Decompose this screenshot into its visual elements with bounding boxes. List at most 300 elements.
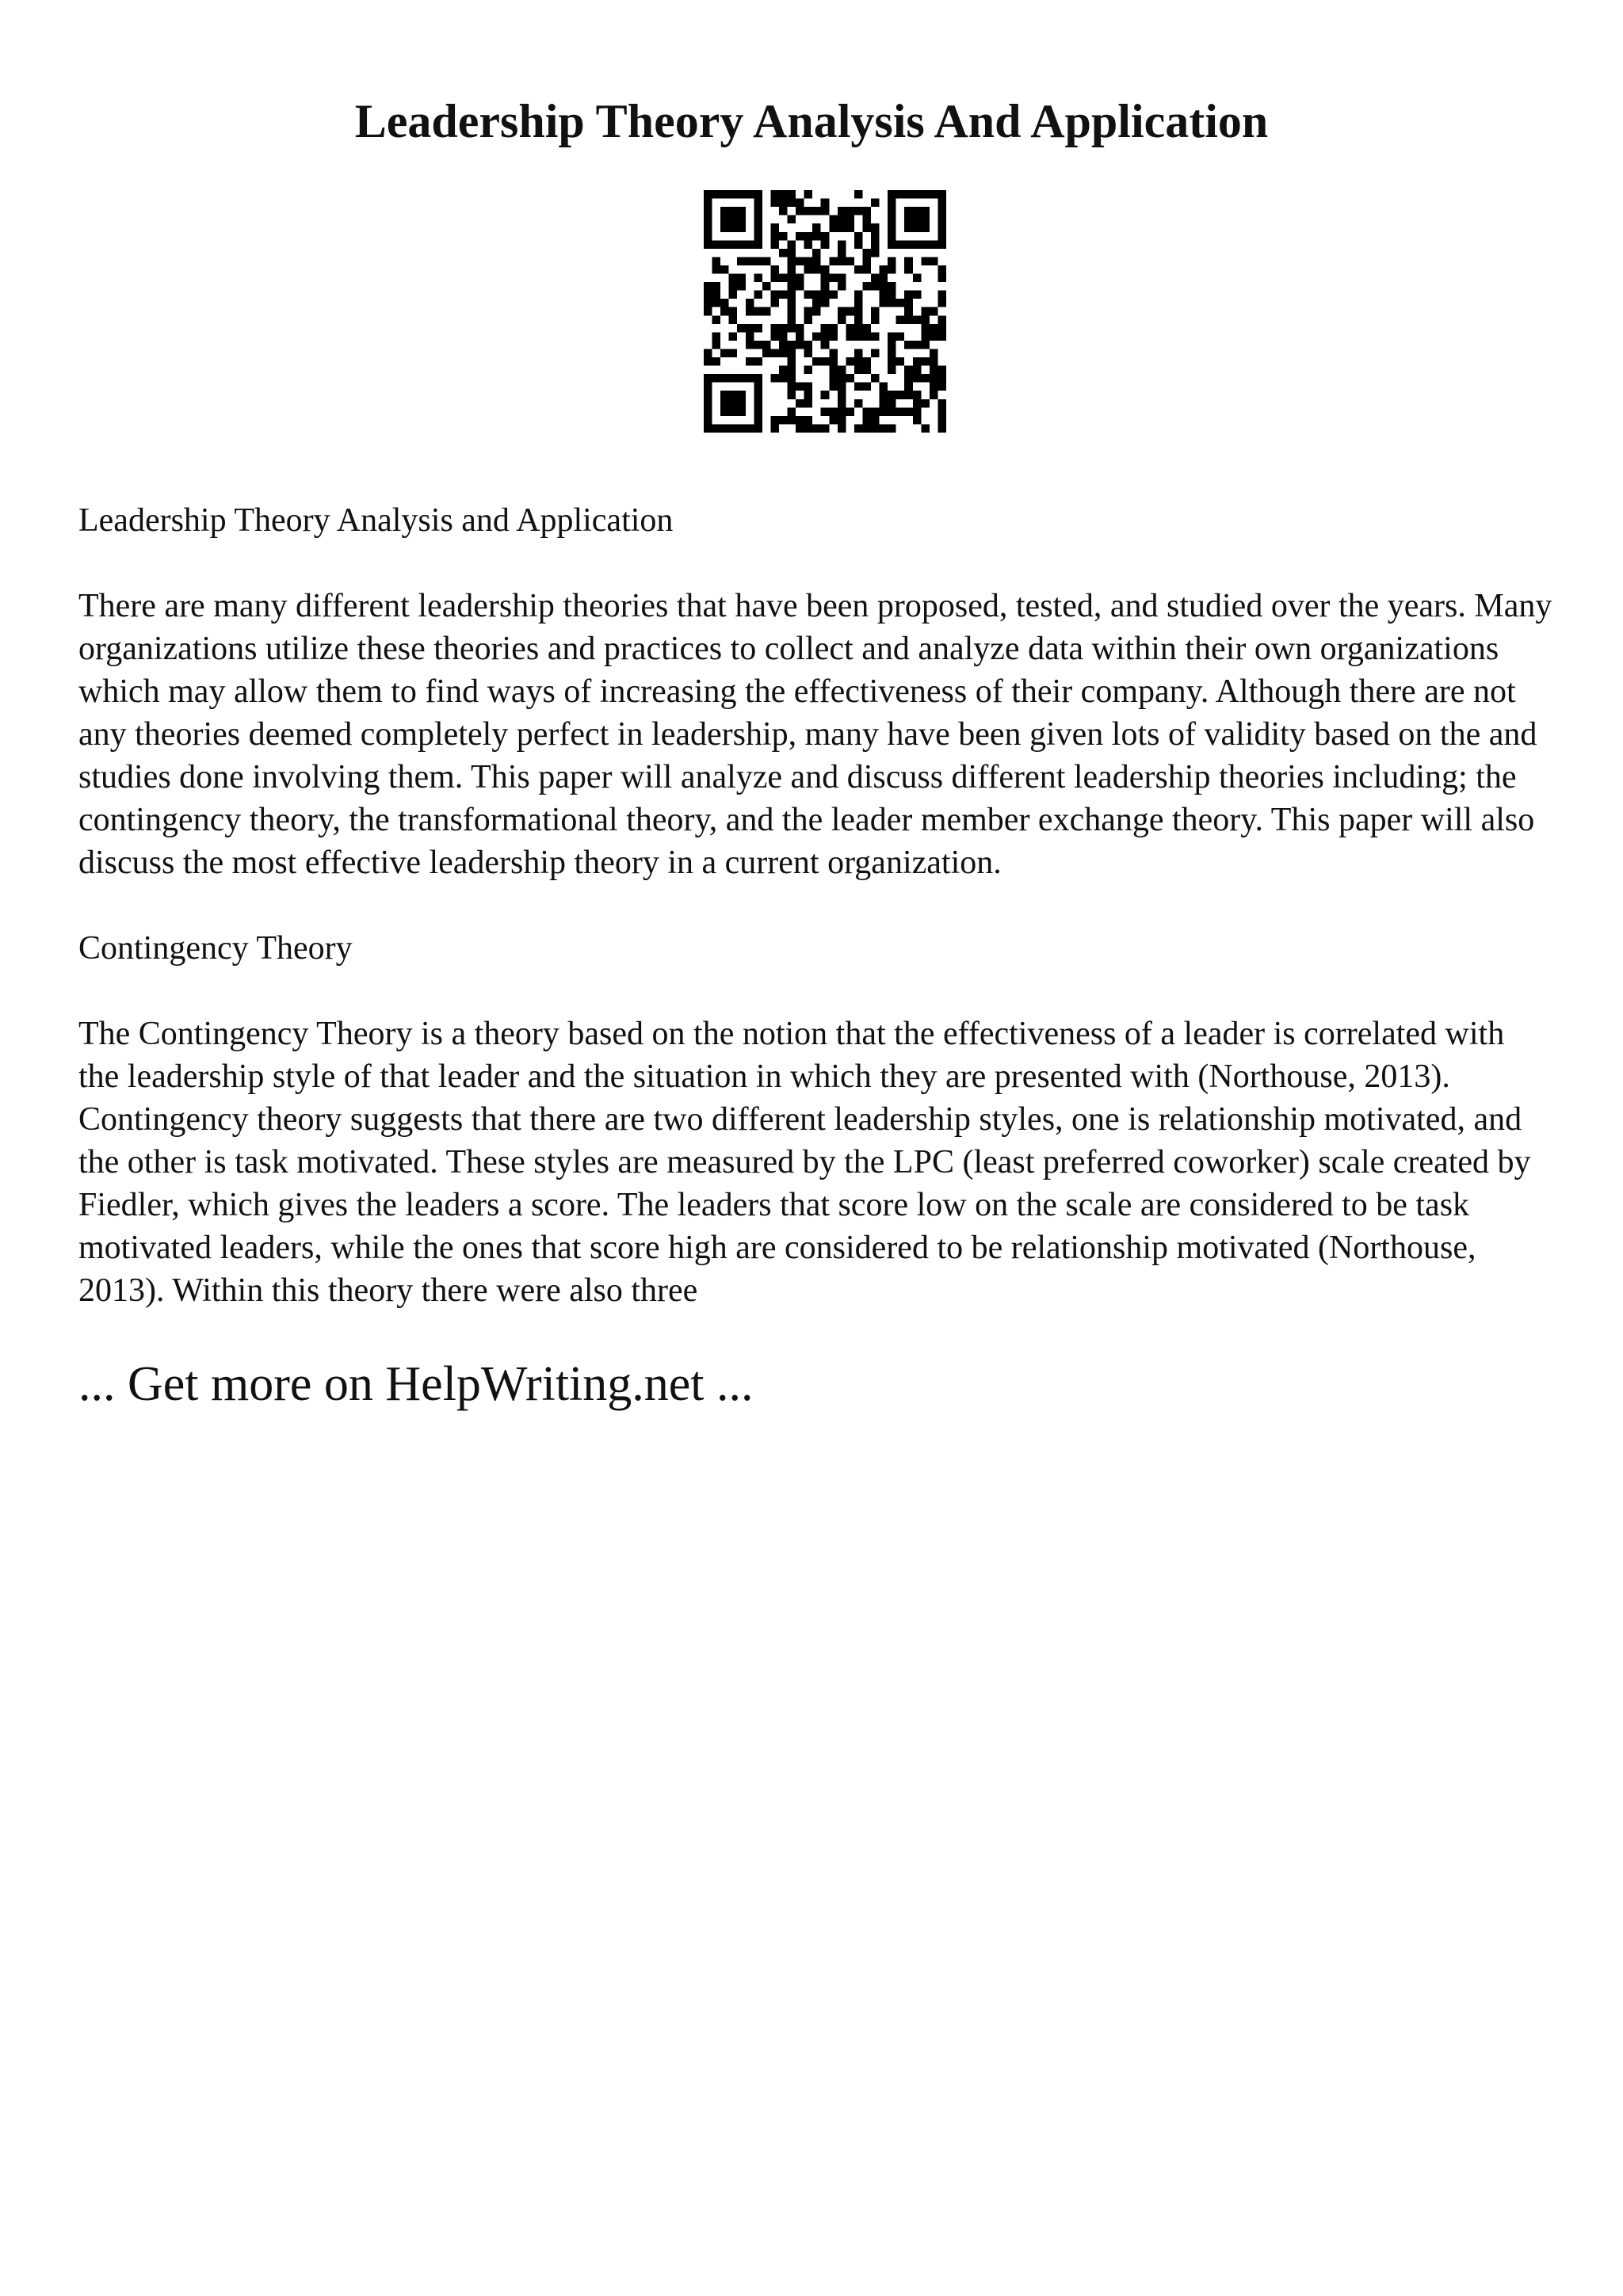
qr-module (854, 349, 863, 357)
qr-module (729, 407, 738, 416)
qr-module (796, 324, 804, 333)
qr-module (838, 399, 846, 408)
qr-module (754, 324, 762, 333)
qr-module (704, 357, 712, 366)
qr-module (829, 416, 838, 425)
qr-module (770, 374, 779, 383)
qr-module (888, 199, 896, 208)
qr-module (788, 274, 796, 283)
qr-module (854, 299, 863, 307)
qr-module (854, 383, 863, 391)
qr-module (796, 274, 804, 283)
qr-module (821, 207, 830, 215)
qr-module (888, 299, 896, 307)
qr-module (779, 332, 788, 341)
qr-module (888, 265, 896, 274)
qr-module (796, 341, 804, 349)
qr-module (762, 282, 771, 291)
qr-module (812, 307, 821, 316)
qr-module (921, 207, 930, 215)
qr-module (704, 291, 712, 299)
qr-module (788, 199, 796, 208)
qr-module (888, 332, 896, 341)
qr-module (788, 215, 796, 224)
qr-module (729, 349, 738, 357)
qr-module (930, 240, 938, 249)
qr-module (746, 257, 754, 265)
qr-module (888, 282, 896, 291)
qr-module (804, 207, 813, 215)
qr-module (729, 391, 738, 399)
qr-module (838, 282, 846, 291)
qr-module (871, 332, 880, 341)
qr-module (804, 424, 813, 433)
qr-module (821, 407, 830, 416)
qr-module (862, 332, 871, 341)
qr-module (829, 374, 838, 383)
qr-module (871, 416, 880, 425)
qr-module (846, 207, 854, 215)
qr-module (754, 391, 762, 399)
qr-module (796, 383, 804, 391)
qr-module (888, 407, 896, 416)
qr-module (888, 240, 896, 249)
qr-code-icon (704, 190, 946, 433)
qr-module (829, 357, 838, 366)
qr-module (904, 315, 913, 324)
qr-module (896, 315, 905, 324)
qr-module (704, 299, 712, 307)
qr-module (888, 424, 896, 433)
qr-module (754, 207, 762, 215)
qr-module (804, 190, 813, 199)
qr-module (804, 265, 813, 274)
qr-module (938, 324, 946, 333)
qr-module (812, 424, 821, 433)
qr-module (704, 349, 712, 357)
qr-module (854, 357, 863, 366)
qr-module (896, 299, 905, 307)
qr-module (888, 357, 896, 366)
qr-module (712, 265, 721, 274)
qr-module (930, 374, 938, 383)
qr-module (913, 341, 922, 349)
qr-module (854, 315, 863, 324)
qr-module (754, 223, 762, 232)
qr-module (862, 357, 871, 366)
qr-module (704, 383, 712, 391)
qr-module (862, 407, 871, 416)
qr-module (737, 282, 746, 291)
qr-module (788, 190, 796, 199)
qr-module (854, 240, 863, 249)
contingency-paragraph: The Contingency Theory is a theory based on the notion that the effectiveness of a leader is correlated with the leadership style of that leader and the situation in which they are presented with (Northouse, 2013). Contingency theory suggests that there are two different leadership styles, one is relationship motivated, and the other is task motivated. These styles are measured by the LPC (least preferred coworker) scale created by Fiedler, which gives the leaders a score. The leaders that score low on the scale are considered to be task motivated leaders, while the ones that score high are considered to be relationship motivated (Northouse, 2013). Within this theory there were also three (78, 1016, 1531, 1309)
qr-module (737, 391, 746, 399)
qr-module (930, 307, 938, 316)
qr-module (913, 291, 922, 299)
qr-module (796, 282, 804, 291)
qr-module (754, 357, 762, 366)
intro-paragraph: There are many different leadership theories that have been proposed, tested, and studied over the years. Many organizations utilize these theories and practices to collect and analyze data within their own organizations which may allow them to find ways of increasing the effectiveness of their company. Although there are not any theories deemed completely perfect in leadership, many have been given lots of validity based on the and studies done involving them. This paper will analyze and discuss different leadership theories including; the contingency theory, the transformational theory, and the leader member exchange theory. This paper will also discuss the most effective leadership theory in a current organization. (78, 588, 1552, 881)
qr-module (729, 424, 738, 433)
qr-module (838, 223, 846, 232)
qr-module (913, 190, 922, 199)
qr-module (921, 307, 930, 316)
qr-module (812, 223, 821, 232)
qr-module (938, 416, 946, 425)
qr-module (904, 223, 913, 232)
qr-module (938, 424, 946, 433)
qr-module (720, 223, 729, 232)
qr-module (712, 257, 721, 265)
qr-module (838, 424, 846, 433)
qr-module (880, 407, 888, 416)
qr-module (788, 391, 796, 399)
qr-module (888, 257, 896, 265)
qr-module (821, 357, 830, 366)
paragraph-gap (78, 542, 1552, 585)
paragraph-gap (78, 970, 1552, 1013)
qr-module (720, 299, 729, 307)
qr-module (913, 407, 922, 416)
qr-module (720, 391, 729, 399)
qr-module (770, 232, 779, 241)
qr-module (804, 399, 813, 408)
qr-module (854, 366, 863, 375)
qr-module (754, 416, 762, 425)
intro-heading: Leadership Theory Analysis and Application (78, 502, 674, 539)
qr-module (762, 307, 771, 316)
qr-module (737, 274, 746, 283)
qr-module (779, 341, 788, 349)
qr-module (854, 332, 863, 341)
qr-module (862, 249, 871, 257)
qr-module (862, 324, 871, 333)
qr-module (729, 399, 738, 408)
qr-module (871, 249, 880, 257)
qr-module (888, 349, 896, 357)
qr-module (871, 407, 880, 416)
qr-module (788, 383, 796, 391)
qr-module (854, 190, 863, 199)
qr-module (779, 366, 788, 375)
qr-module (704, 282, 712, 291)
qr-module (938, 299, 946, 307)
qr-module (737, 399, 746, 408)
qr-module (888, 207, 896, 215)
qr-module (779, 416, 788, 425)
qr-module (754, 374, 762, 383)
qr-module (913, 207, 922, 215)
qr-module (754, 215, 762, 224)
qr-module (796, 207, 804, 215)
qr-module (729, 315, 738, 324)
qr-module (862, 257, 871, 265)
qr-module (838, 407, 846, 416)
qr-module (862, 223, 871, 232)
qr-module (712, 291, 721, 299)
qr-module (838, 391, 846, 399)
qr-module (921, 424, 930, 433)
qr-module (862, 265, 871, 274)
qr-module (770, 274, 779, 283)
qr-module (704, 416, 712, 425)
qr-module (754, 232, 762, 241)
qr-module (746, 374, 754, 383)
qr-module (838, 249, 846, 257)
qr-module (913, 391, 922, 399)
qr-module (712, 424, 721, 433)
qr-module (737, 424, 746, 433)
qr-module (930, 349, 938, 357)
qr-module (913, 374, 922, 383)
qr-module (712, 357, 721, 366)
qr-module (846, 332, 854, 341)
qr-module (779, 324, 788, 333)
qr-module (854, 324, 863, 333)
qr-module (904, 215, 913, 224)
qr-module (729, 291, 738, 299)
qr-module (888, 366, 896, 375)
qr-module (896, 357, 905, 366)
qr-module (854, 424, 863, 433)
qr-module (804, 416, 813, 425)
qr-module (829, 215, 838, 224)
qr-module (838, 374, 846, 383)
qr-module (838, 207, 846, 215)
qr-module (804, 307, 813, 316)
qr-module (729, 190, 738, 199)
qr-module (788, 366, 796, 375)
qr-module (788, 374, 796, 383)
qr-module (746, 424, 754, 433)
qr-module (829, 332, 838, 341)
qr-module (871, 199, 880, 208)
qr-module (862, 424, 871, 433)
qr-module (804, 366, 813, 375)
qr-module (921, 332, 930, 341)
qr-module (779, 349, 788, 357)
qr-module (737, 207, 746, 215)
qr-module (712, 282, 721, 291)
qr-module (720, 265, 729, 274)
qr-module (821, 424, 830, 433)
qr-module (788, 357, 796, 366)
qr-module (804, 232, 813, 241)
qr-module (821, 265, 830, 274)
qr-module (729, 240, 738, 249)
qr-module (821, 232, 830, 241)
qr-module (779, 207, 788, 215)
qr-module (754, 341, 762, 349)
qr-module (704, 307, 712, 316)
qr-module (712, 315, 721, 324)
qr-module (770, 291, 779, 299)
qr-module (880, 282, 888, 291)
qr-module (854, 207, 863, 215)
qr-module (838, 240, 846, 249)
qr-module (846, 357, 854, 366)
qr-module (720, 240, 729, 249)
qr-module (888, 215, 896, 224)
qr-module (779, 199, 788, 208)
qr-module (746, 299, 754, 307)
qr-module (729, 282, 738, 291)
qr-module (737, 240, 746, 249)
qr-module (796, 332, 804, 341)
qr-module (812, 207, 821, 215)
qr-module (737, 407, 746, 416)
qr-module (754, 383, 762, 391)
qr-code-graphic (704, 190, 946, 433)
qr-module (829, 257, 838, 265)
qr-module (737, 257, 746, 265)
qr-module (904, 307, 913, 316)
qr-module (846, 374, 854, 383)
qr-module (796, 399, 804, 408)
qr-module (770, 265, 779, 274)
qr-module (871, 223, 880, 232)
contingency-heading: Contingency Theory (78, 930, 353, 967)
qr-module (829, 223, 838, 232)
qr-module (913, 215, 922, 224)
qr-module (880, 399, 888, 408)
qr-module (770, 299, 779, 307)
qr-module (762, 257, 771, 265)
qr-module (746, 332, 754, 341)
qr-module (804, 291, 813, 299)
qr-module (770, 332, 779, 341)
qr-module (938, 199, 946, 208)
qr-module (754, 257, 762, 265)
qr-module (704, 190, 712, 199)
qr-module (821, 391, 830, 399)
qr-module (829, 407, 838, 416)
qr-module (788, 307, 796, 316)
qr-module (770, 424, 779, 433)
qr-module (888, 291, 896, 299)
qr-module (779, 374, 788, 383)
qr-module (770, 199, 779, 208)
qr-module (788, 240, 796, 249)
qr-module (904, 341, 913, 349)
qr-module (938, 207, 946, 215)
qr-module (812, 357, 821, 366)
qr-module (938, 315, 946, 324)
qr-module (821, 240, 830, 249)
qr-module (779, 249, 788, 257)
qr-module (930, 366, 938, 375)
qr-module (880, 274, 888, 283)
qr-module (704, 232, 712, 241)
qr-module (704, 407, 712, 416)
qr-module (770, 324, 779, 333)
qr-module (846, 407, 854, 416)
qr-module (788, 249, 796, 257)
qr-module (704, 399, 712, 408)
qr-module (862, 207, 871, 215)
qr-module (880, 391, 888, 399)
qr-module (938, 383, 946, 391)
qr-module (737, 324, 746, 333)
qr-module (913, 416, 922, 425)
qr-module (921, 324, 930, 333)
qr-module (779, 291, 788, 299)
qr-module (788, 315, 796, 324)
qr-module (871, 424, 880, 433)
qr-module (838, 366, 846, 375)
qr-module (846, 307, 854, 316)
get-more-link[interactable]: ... Get more on HelpWriting.net ... (78, 1357, 754, 1411)
qr-module (720, 307, 729, 316)
qr-module (846, 257, 854, 265)
qr-module (754, 307, 762, 316)
qr-module (938, 291, 946, 299)
qr-module (821, 274, 830, 283)
qr-module (938, 366, 946, 375)
qr-module (737, 190, 746, 199)
qr-module (921, 315, 930, 324)
qr-module (754, 424, 762, 433)
qr-module (720, 190, 729, 199)
qr-module (913, 357, 922, 366)
qr-module (746, 324, 754, 333)
qr-module (862, 366, 871, 375)
qr-module (829, 383, 838, 391)
qr-module (729, 207, 738, 215)
qr-module (862, 383, 871, 391)
qr-module (746, 240, 754, 249)
qr-module (930, 190, 938, 199)
qr-module (862, 282, 871, 291)
qr-module (729, 215, 738, 224)
qr-module (712, 240, 721, 249)
qr-module (913, 274, 922, 283)
qr-module (704, 215, 712, 224)
qr-module (838, 315, 846, 324)
qr-module (712, 341, 721, 349)
qr-module (854, 232, 863, 241)
qr-module (913, 399, 922, 408)
qr-module (804, 315, 813, 324)
qr-module (913, 366, 922, 375)
qr-module (720, 207, 729, 215)
qr-module (812, 249, 821, 257)
qr-module (913, 223, 922, 232)
qr-module (871, 240, 880, 249)
qr-module (846, 324, 854, 333)
qr-module (720, 407, 729, 416)
qr-module (788, 291, 796, 299)
qr-module (880, 265, 888, 274)
qr-module (938, 332, 946, 341)
qr-module (871, 374, 880, 383)
qr-module (770, 223, 779, 232)
qr-module (904, 383, 913, 391)
qr-module (804, 240, 813, 249)
qr-module (930, 357, 938, 366)
qr-module (754, 199, 762, 208)
qr-module (871, 349, 880, 357)
qr-module (921, 257, 930, 265)
qr-module (829, 366, 838, 375)
qr-module (862, 215, 871, 224)
qr-module (796, 232, 804, 241)
document-body (78, 499, 1552, 1413)
qr-module (746, 357, 754, 366)
qr-module (829, 324, 838, 333)
qr-module (930, 383, 938, 391)
